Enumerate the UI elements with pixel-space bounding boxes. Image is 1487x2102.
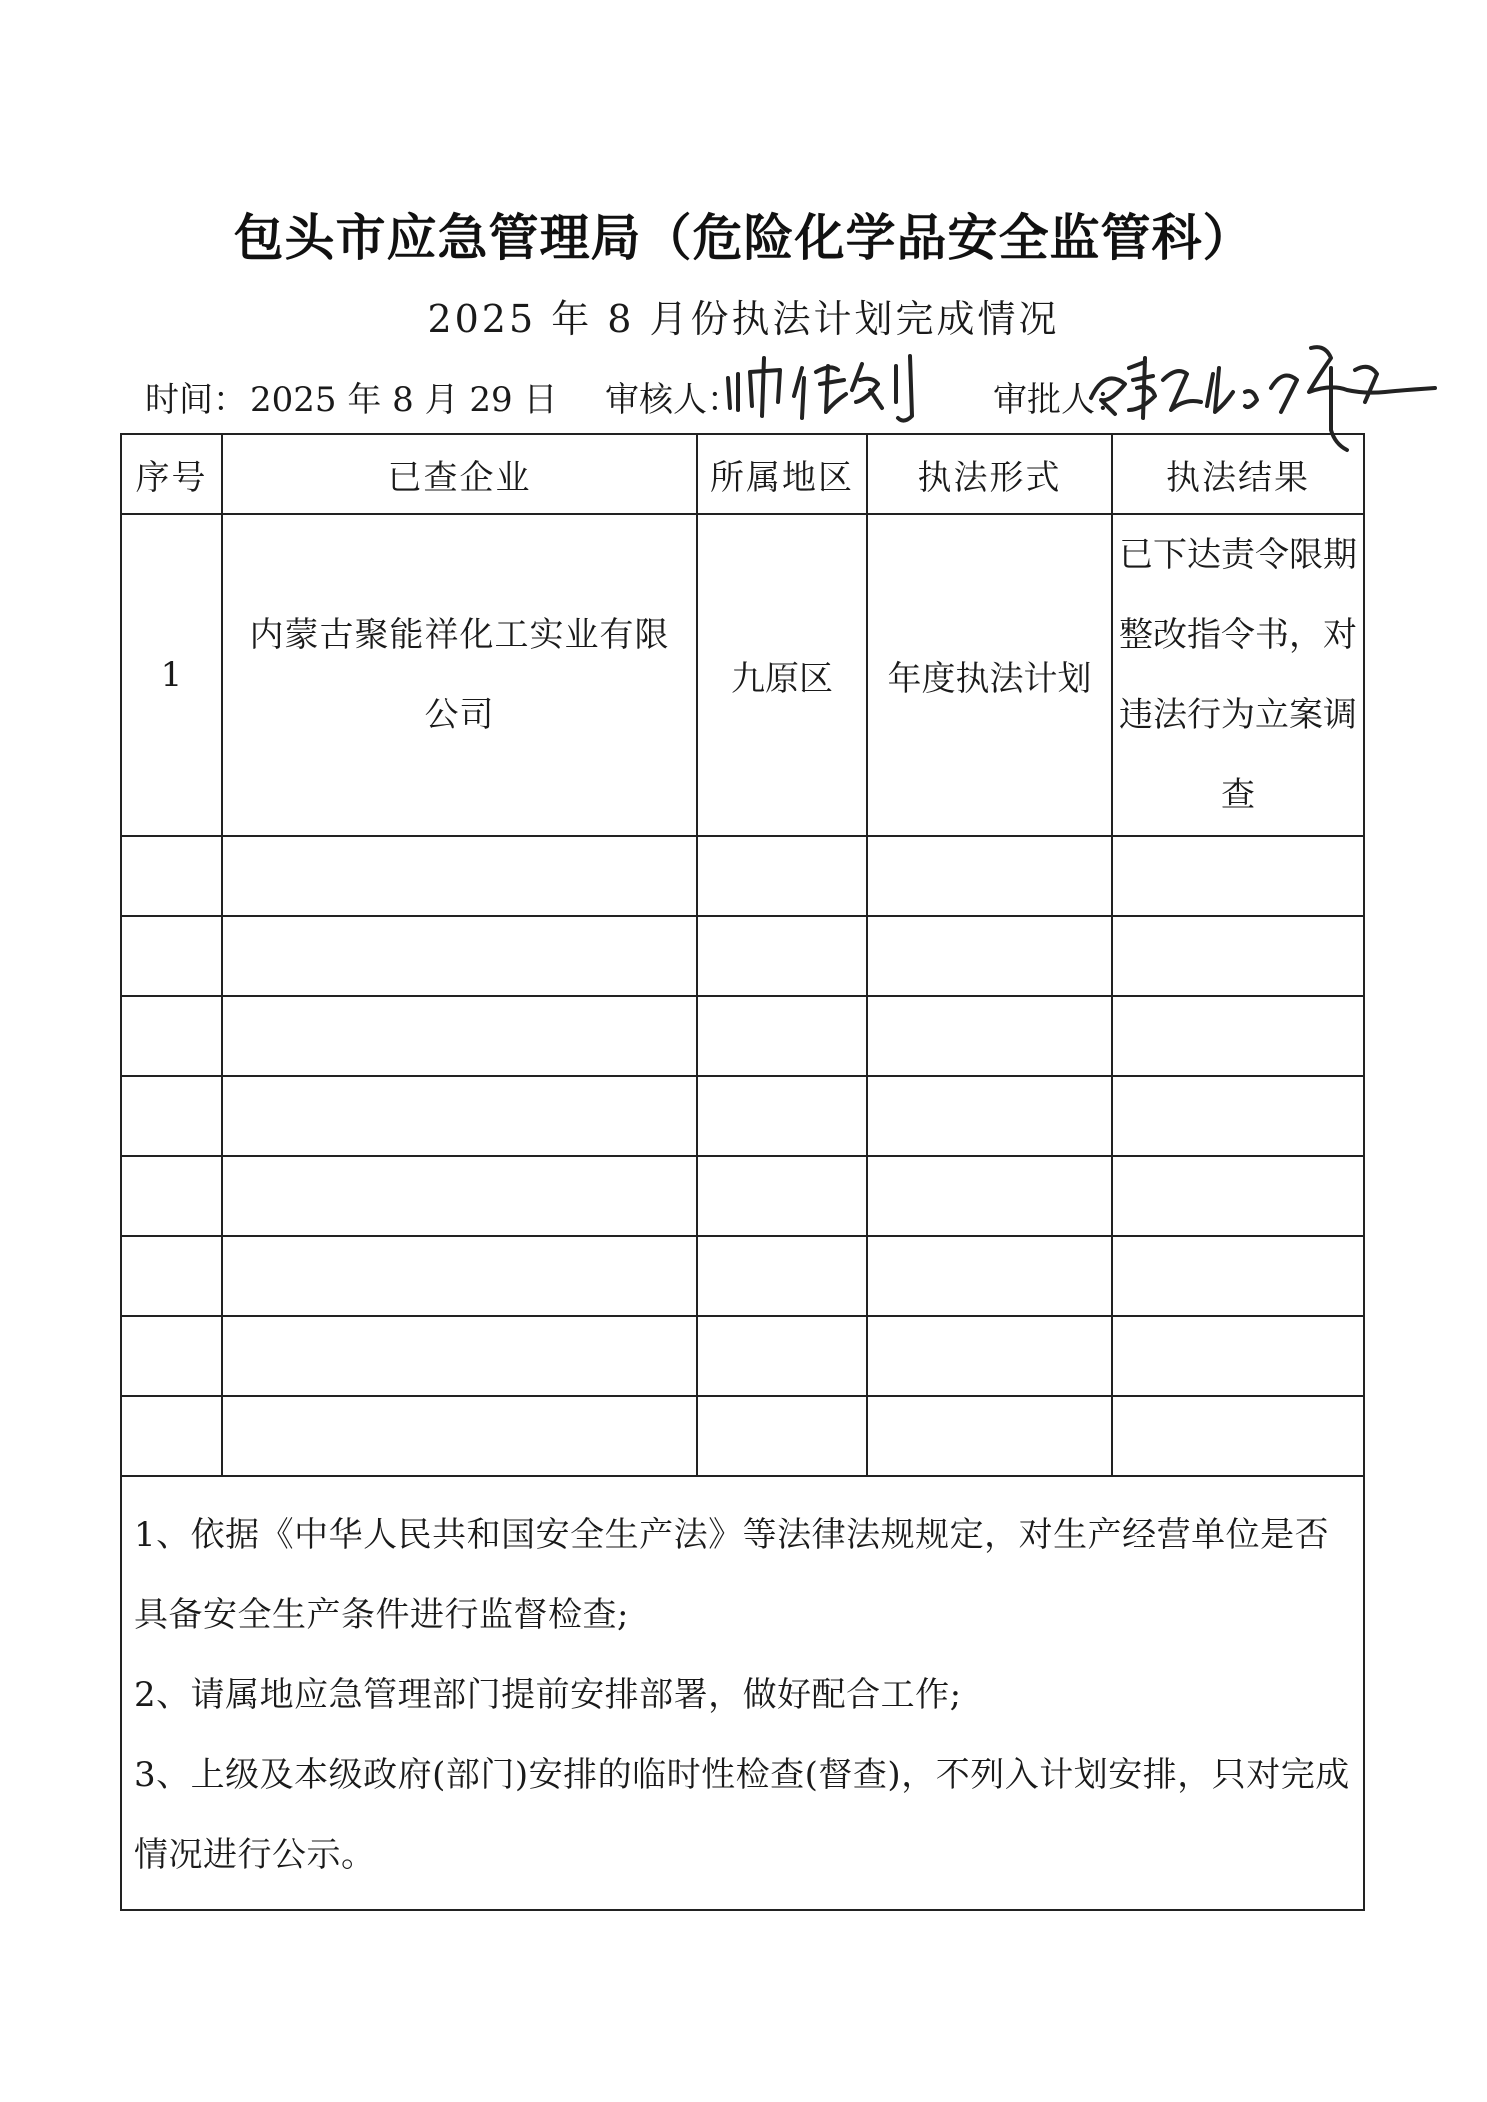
- notes-cell: [121, 1476, 1364, 1910]
- time-value: 2025 年 8 月 29 日: [250, 380, 558, 420]
- document-subtitle: 2025 年 8 月份执法计划完成情况: [427, 297, 1060, 341]
- header-result: 执法结果: [1112, 434, 1364, 514]
- header-company: 已查企业: [222, 434, 697, 514]
- note-2: 2、请属地应急管理部门提前安排部署，做好配合工作;: [134, 1675, 962, 1715]
- table-row-empty: [121, 1396, 1364, 1476]
- reviewer-label: 审核人：: [605, 380, 741, 420]
- cell-result: [1112, 514, 1364, 836]
- reviewer-signature: [720, 350, 950, 430]
- note-3: 3、上级及本级政府(部门)安排的临时性检查(督查)，不列入计划安排，只对完成情况进行公示。: [134, 1755, 1350, 1875]
- time-label: 时间：: [145, 380, 247, 420]
- inspection-table: [120, 433, 1365, 1911]
- header-region: 所属地区: [697, 434, 867, 514]
- cell-form: 年度执法计划: [867, 514, 1112, 836]
- table-row-empty: [121, 1076, 1364, 1156]
- cell-region: 九原区: [697, 514, 867, 836]
- cell-seq: 1: [121, 514, 222, 836]
- note-1: 1、依据《中华人民共和国安全生产法》等法律法规规定，对生产经营单位是否具备安全生产条件进行监督检查;: [134, 1515, 1330, 1635]
- cell-company: [222, 514, 697, 836]
- table-row-empty: [121, 996, 1364, 1076]
- table-row-empty: [121, 836, 1364, 916]
- table-header-row: [121, 434, 1364, 514]
- result-text: 已下达责令限期整改指令书，对违法行为立案调查: [1119, 535, 1357, 815]
- table-row-empty: [121, 1156, 1364, 1236]
- header-seq: 序号: [121, 434, 222, 514]
- notes-row: [121, 1476, 1364, 1910]
- table-row-empty: [121, 1236, 1364, 1316]
- header-form: 执法形式: [867, 434, 1112, 514]
- approver-label: 审批人：: [993, 380, 1129, 420]
- table-row: [121, 514, 1364, 836]
- company-name: 内蒙古聚能祥化工实业有限公司: [249, 615, 670, 735]
- table-row-empty: [121, 1316, 1364, 1396]
- table-row-empty: [121, 916, 1364, 996]
- document-title: 包头市应急管理局（危险化学品安全监管科）: [233, 209, 1254, 267]
